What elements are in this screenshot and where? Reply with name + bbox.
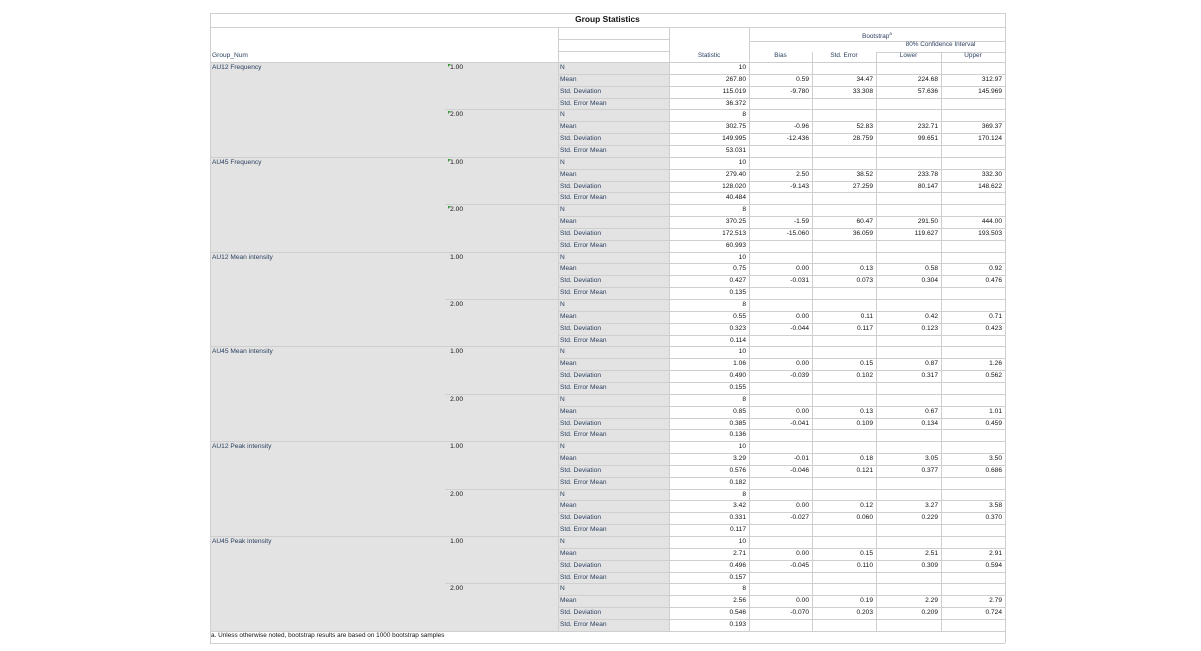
table-cell-value: 52.83 bbox=[856, 123, 873, 131]
stat-label: Mean bbox=[560, 549, 577, 557]
table-cell-value: 1.06 bbox=[733, 360, 746, 368]
group-value: 2.00 bbox=[450, 585, 463, 593]
table-cell-value: 170.124 bbox=[978, 135, 1002, 143]
group-num-header: Group_Num bbox=[212, 52, 248, 59]
group-value: 1.00 bbox=[450, 253, 463, 261]
table-cell-value: 302.75 bbox=[725, 123, 746, 131]
table-cell-value: 0.229 bbox=[921, 514, 938, 522]
stat-label: Std. Deviation bbox=[560, 277, 602, 285]
table-cell-value: 267.80 bbox=[725, 75, 746, 83]
stat-label: Mean bbox=[560, 407, 577, 415]
table-cell-value: 172.513 bbox=[722, 229, 746, 237]
stat-label: N bbox=[560, 158, 565, 166]
row-divider bbox=[210, 643, 1005, 644]
table-cell-value: 0.19 bbox=[860, 597, 873, 605]
stat-label: Std. Error Mean bbox=[560, 573, 607, 581]
table-cell-value: 0.546 bbox=[729, 609, 746, 617]
table-cell-value: -15.060 bbox=[786, 229, 809, 237]
stat-label: Mean bbox=[560, 218, 577, 226]
table-cell-value: 0.576 bbox=[729, 466, 746, 474]
table-cell-value: -0.070 bbox=[790, 609, 809, 617]
table-cell-value: 0.459 bbox=[985, 419, 1002, 427]
table-cell-value: 36.059 bbox=[852, 229, 873, 237]
table-cell-value: 0.15 bbox=[860, 360, 873, 368]
stat-label: N bbox=[560, 253, 565, 261]
table-cell-value: 0.85 bbox=[733, 407, 746, 415]
table-cell-value: 36.372 bbox=[725, 99, 746, 107]
table-cell-value: 0.121 bbox=[856, 466, 873, 474]
group-value: 2.00 bbox=[450, 206, 463, 214]
stat-label: N bbox=[560, 64, 565, 71]
table-cell-value: -0.046 bbox=[790, 466, 809, 474]
table-cell-value: 0.060 bbox=[856, 514, 873, 522]
variable-label: AU12 Frequency bbox=[212, 64, 262, 71]
statistic-header: Statistic bbox=[697, 52, 721, 59]
table-cell-value: 0.157 bbox=[729, 573, 746, 581]
group-value: 2.00 bbox=[450, 111, 463, 119]
table-cell-value: 0.18 bbox=[860, 455, 873, 463]
row-divider bbox=[210, 631, 1005, 632]
stat-label: Std. Error Mean bbox=[560, 241, 607, 249]
table-cell-value: 34.47 bbox=[856, 75, 873, 83]
table-cell-value: 0.323 bbox=[729, 324, 746, 332]
cell-flag-icon bbox=[448, 64, 451, 67]
table-cell-value: 10 bbox=[738, 64, 746, 71]
stat-label: Std. Deviation bbox=[560, 229, 602, 237]
stat-label: Std. Deviation bbox=[560, 466, 602, 474]
variable-label: AU12 Mean intensity bbox=[212, 253, 273, 261]
stat-label: Std. Deviation bbox=[560, 372, 602, 380]
std-error-header: Std. Error bbox=[830, 52, 858, 59]
table-cell-value: 115.019 bbox=[722, 87, 746, 95]
table-cell-value: 0.427 bbox=[729, 277, 746, 285]
stat-label: Mean bbox=[560, 123, 577, 131]
table-cell-value: -0.044 bbox=[790, 324, 809, 332]
variable-label: AU45 Frequency bbox=[212, 158, 262, 166]
table-cell-value: 57.636 bbox=[917, 87, 938, 95]
table-cell-value: 0.102 bbox=[856, 372, 873, 380]
table-cell-value: 0.136 bbox=[729, 431, 746, 439]
variable-label: AU45 Mean intensity bbox=[212, 348, 273, 356]
row-divider bbox=[210, 13, 1005, 14]
table-cell-value: 0.686 bbox=[985, 466, 1002, 474]
stat-label: N bbox=[560, 301, 565, 308]
table-cell-value: 0.490 bbox=[729, 372, 746, 380]
stat-label: Std. Deviation bbox=[560, 182, 602, 190]
stat-label: Std. Deviation bbox=[560, 609, 602, 617]
table-cell-value: 2.91 bbox=[989, 549, 1002, 557]
stat-label: Std. Deviation bbox=[560, 135, 602, 143]
column-divider bbox=[558, 27, 559, 632]
table-cell-value: 2.50 bbox=[796, 170, 809, 178]
stat-label: Std. Error Mean bbox=[560, 289, 607, 297]
table-cell-value: 0.476 bbox=[985, 277, 1002, 285]
table-cell-value: 3.42 bbox=[733, 502, 746, 510]
table-cell-value: 60.47 bbox=[856, 218, 873, 226]
confidence-interval-header: 80% Confidence Interval bbox=[905, 41, 976, 48]
table-cell-value: 0.00 bbox=[796, 502, 809, 510]
table-cell-value: 0.073 bbox=[856, 277, 873, 285]
table-cell-value: 0.117 bbox=[729, 526, 746, 534]
row-divider bbox=[558, 39, 669, 40]
table-cell-value: 3.58 bbox=[989, 502, 1002, 510]
table-cell-value: 0.71 bbox=[989, 312, 1002, 320]
column-divider bbox=[1005, 13, 1006, 643]
stat-label: Mean bbox=[560, 75, 577, 83]
table-cell-value: 119.627 bbox=[914, 229, 938, 237]
stat-label: Mean bbox=[560, 360, 577, 368]
table-cell-value: 291.50 bbox=[917, 218, 938, 226]
table-cell-value: 0.182 bbox=[729, 478, 746, 486]
table-cell-value: 2.29 bbox=[925, 597, 938, 605]
table-cell-value: 0.304 bbox=[921, 277, 938, 285]
stat-label: Mean bbox=[560, 265, 577, 273]
stat-label: Std. Deviation bbox=[560, 87, 602, 95]
stat-label: N bbox=[560, 111, 565, 119]
stat-label: Std. Error Mean bbox=[560, 431, 607, 439]
table-cell-value: -1.59 bbox=[793, 218, 809, 226]
table-cell-value: -0.01 bbox=[793, 455, 809, 463]
table-cell-value: 10 bbox=[738, 348, 746, 356]
table-cell-value: 0.209 bbox=[921, 609, 938, 617]
table-cell-value: 0.331 bbox=[729, 514, 746, 522]
table-cell-value: 0.00 bbox=[796, 312, 809, 320]
table-cell-value: 8 bbox=[742, 490, 746, 498]
table-cell-value: -12.436 bbox=[786, 135, 809, 143]
stat-label: Mean bbox=[560, 455, 577, 463]
table-cell-value: 3.27 bbox=[925, 502, 938, 510]
stat-label: N bbox=[560, 348, 565, 356]
table-cell-value: 0.42 bbox=[925, 312, 938, 320]
row-divider bbox=[558, 51, 669, 52]
table-cell-value: 0.59 bbox=[796, 75, 809, 83]
stat-label: Std. Error Mean bbox=[560, 336, 607, 344]
table-cell-value: 2.79 bbox=[989, 597, 1002, 605]
table-cell-value: 3.05 bbox=[925, 455, 938, 463]
table-cell-value: 0.155 bbox=[729, 383, 746, 391]
upper-header: Upper bbox=[964, 52, 982, 59]
lower-header: Lower bbox=[899, 52, 918, 59]
table-cell-value: 233.78 bbox=[917, 170, 938, 178]
stat-label: Mean bbox=[560, 312, 577, 320]
table-cell-value: 149.995 bbox=[722, 135, 746, 143]
table-cell-value: 0.135 bbox=[729, 289, 746, 297]
table-cell-value: 0.117 bbox=[856, 324, 873, 332]
table-cell-value: 8 bbox=[742, 585, 746, 593]
group-value: 1.00 bbox=[450, 64, 463, 71]
stat-label: Std. Deviation bbox=[560, 561, 602, 569]
table-cell-value: 0.114 bbox=[729, 336, 746, 344]
table-cell-value: 0.75 bbox=[733, 265, 746, 273]
stat-label: Std. Error Mean bbox=[560, 620, 607, 628]
table-cell-value: 0.55 bbox=[733, 312, 746, 320]
table-cell-value: 0.87 bbox=[925, 360, 938, 368]
table-cell-value: 0.123 bbox=[921, 324, 938, 332]
table-cell-value: 0.377 bbox=[921, 466, 938, 474]
table-title: Group Statistics bbox=[575, 14, 640, 24]
bias-header: Bias bbox=[774, 52, 787, 59]
table-cell-value: -9.780 bbox=[790, 87, 809, 95]
table-cell-value: 10 bbox=[738, 158, 746, 166]
cell-flag-icon bbox=[448, 206, 451, 209]
stat-label: N bbox=[560, 585, 565, 593]
stat-label: Std. Error Mean bbox=[560, 383, 607, 391]
table-cell-value: 27.259 bbox=[852, 182, 873, 190]
table-cell-value: 38.52 bbox=[856, 170, 873, 178]
stat-label: Mean bbox=[560, 502, 577, 510]
table-cell-value: -9.143 bbox=[790, 182, 809, 190]
table-cell-value: 0.00 bbox=[796, 360, 809, 368]
table-cell-value: 0.594 bbox=[985, 561, 1002, 569]
table-cell-value: 0.58 bbox=[925, 265, 938, 273]
table-cell-value: 1.26 bbox=[989, 360, 1002, 368]
group-value: 2.00 bbox=[450, 490, 463, 498]
group-value: 1.00 bbox=[450, 443, 463, 451]
stat-label: Mean bbox=[560, 170, 577, 178]
table-cell-value: -0.031 bbox=[790, 277, 809, 285]
table-cell-value: 145.969 bbox=[978, 87, 1002, 95]
table-cell-value: -0.045 bbox=[790, 561, 809, 569]
table-cell-value: 232.71 bbox=[917, 123, 938, 131]
stat-label: Std. Deviation bbox=[560, 514, 602, 522]
table-cell-value: 40.484 bbox=[725, 194, 746, 202]
table-footnote: a. Unless otherwise noted, bootstrap results are based on 1000 bootstrap samples bbox=[211, 632, 445, 639]
group-value: 1.00 bbox=[450, 348, 463, 356]
stat-label: Std. Deviation bbox=[560, 324, 602, 332]
table-cell-value: 224.68 bbox=[917, 75, 938, 83]
table-cell-value: 0.496 bbox=[729, 561, 746, 569]
table-cell-value: 2.51 bbox=[925, 549, 938, 557]
stat-label: N bbox=[560, 395, 565, 403]
stat-label: Std. Error Mean bbox=[560, 99, 607, 107]
group-value: 1.00 bbox=[450, 158, 463, 166]
bootstrap-header: Bootstrap$^a$ bbox=[862, 31, 892, 41]
variable-label: AU45 Peak intensity bbox=[212, 538, 272, 545]
stat-label: Std. Error Mean bbox=[560, 194, 607, 202]
table-cell-value: 0.00 bbox=[796, 549, 809, 557]
table-cell-value: 0.109 bbox=[856, 419, 873, 427]
column-divider bbox=[210, 13, 211, 643]
stat-label: N bbox=[560, 443, 565, 451]
table-cell-value: -0.039 bbox=[790, 372, 809, 380]
table-cell-value: 370.25 bbox=[725, 218, 746, 226]
table-cell-value: -0.027 bbox=[790, 514, 809, 522]
table-cell-value: 0.00 bbox=[796, 597, 809, 605]
table-cell-value: 369.37 bbox=[981, 123, 1002, 131]
table-cell-value: 0.385 bbox=[729, 419, 746, 427]
table-cell-value: 2.56 bbox=[733, 597, 746, 605]
table-cell-value: 2.71 bbox=[733, 549, 746, 557]
table-cell-value: -0.96 bbox=[793, 123, 809, 131]
table-cell-value: 33.308 bbox=[852, 87, 873, 95]
table-cell-value: 0.724 bbox=[985, 609, 1002, 617]
cell-flag-icon bbox=[448, 111, 451, 114]
table-cell-value: 8 bbox=[742, 206, 746, 214]
table-cell-value: 53.031 bbox=[725, 146, 746, 154]
table-cell-value: 148.622 bbox=[978, 182, 1002, 190]
stat-label: Std. Error Mean bbox=[560, 478, 607, 486]
table-cell-value: 3.29 bbox=[733, 455, 746, 463]
table-cell-value: 0.110 bbox=[856, 561, 873, 569]
cell-flag-icon bbox=[448, 159, 451, 162]
stat-label: N bbox=[560, 490, 565, 498]
table-cell-value: 99.651 bbox=[917, 135, 938, 143]
table-cell-value: 10 bbox=[738, 253, 746, 261]
table-cell-value: 0.134 bbox=[921, 419, 938, 427]
table-cell-value: -0.041 bbox=[790, 419, 809, 427]
bootstrap-footnote-marker: a bbox=[889, 31, 892, 36]
table-cell-value: 0.193 bbox=[729, 620, 746, 628]
table-cell-value: 0.423 bbox=[985, 324, 1002, 332]
variable-label: AU12 Peak intensity bbox=[212, 443, 272, 451]
table-cell-value: 0.370 bbox=[985, 514, 1002, 522]
table-cell-value: 8 bbox=[742, 111, 746, 119]
table-cell-value: 3.50 bbox=[989, 455, 1002, 463]
table-cell-value: 0.12 bbox=[860, 502, 873, 510]
group-value: 1.00 bbox=[450, 538, 463, 545]
table-cell-value: 444.00 bbox=[981, 218, 1002, 226]
table-cell-value: 0.13 bbox=[860, 265, 873, 273]
table-cell-value: 10 bbox=[738, 443, 746, 451]
table-cell-value: 8 bbox=[742, 395, 746, 403]
table-cell-value: 332.30 bbox=[981, 170, 1002, 178]
group-value: 2.00 bbox=[450, 395, 463, 403]
stat-label: N bbox=[560, 206, 565, 214]
table-cell-value: 60.993 bbox=[725, 241, 746, 249]
table-cell-value: 0.13 bbox=[860, 407, 873, 415]
table-cell-value: 0.15 bbox=[860, 549, 873, 557]
table-cell-value: 0.00 bbox=[796, 265, 809, 273]
table-cell-value: 0.317 bbox=[921, 372, 938, 380]
table-cell-value: 0.11 bbox=[860, 312, 873, 320]
table-cell-value: 0.203 bbox=[856, 609, 873, 617]
stat-label: Std. Error Mean bbox=[560, 146, 607, 154]
table-cell-value: 0.67 bbox=[925, 407, 938, 415]
stat-label: N bbox=[560, 538, 565, 545]
stat-label: Std. Error Mean bbox=[560, 526, 607, 534]
table-cell-value: 10 bbox=[738, 538, 746, 545]
table-cell-value: 8 bbox=[742, 301, 746, 308]
table-cell-value: 193.503 bbox=[978, 229, 1002, 237]
stat-label: Std. Deviation bbox=[560, 419, 602, 427]
table-cell-value: 1.01 bbox=[989, 407, 1002, 415]
table-cell-value: 28.759 bbox=[852, 135, 873, 143]
table-cell-value: 312.97 bbox=[981, 75, 1002, 83]
table-cell-value: 0.562 bbox=[985, 372, 1002, 380]
table-cell-value: 0.92 bbox=[989, 265, 1002, 273]
table-cell-value: 80.147 bbox=[917, 182, 938, 190]
table-cell-value: 0.309 bbox=[921, 561, 938, 569]
table-cell-value: 279.40 bbox=[725, 170, 746, 178]
table-cell-value: 0.00 bbox=[796, 407, 809, 415]
table-cell-value: 128.020 bbox=[722, 182, 746, 190]
group-value: 2.00 bbox=[450, 301, 463, 308]
stat-label: Mean bbox=[560, 597, 577, 605]
